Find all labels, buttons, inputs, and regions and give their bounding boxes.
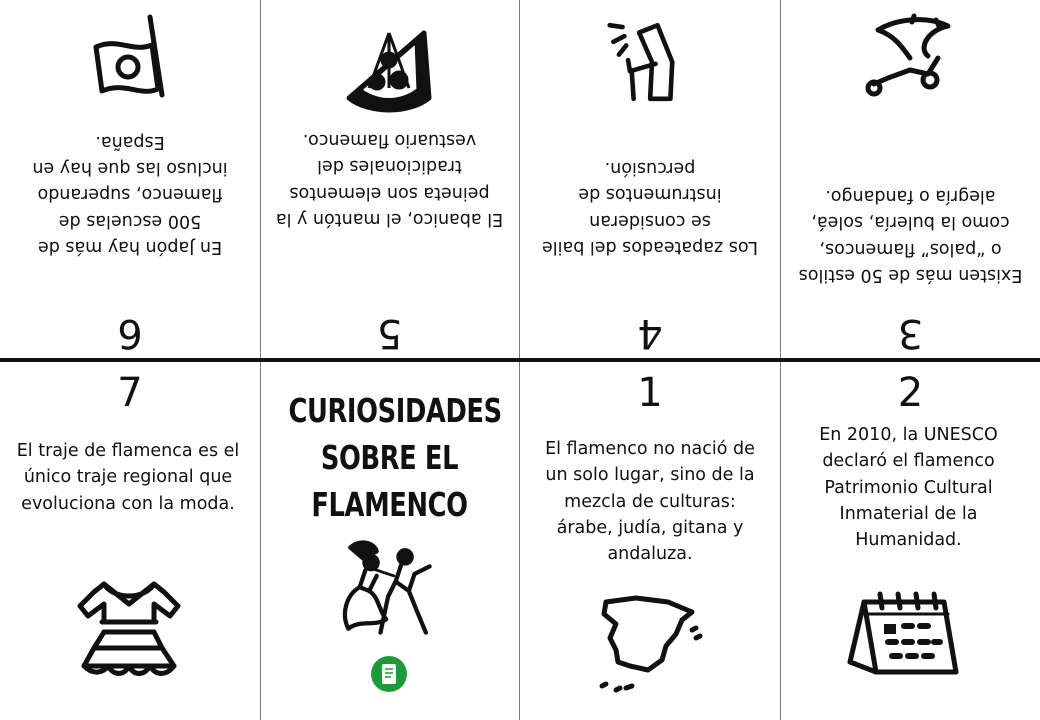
card-3 — [781, 0, 1040, 358]
japan-flag-icon — [90, 13, 180, 103]
card-7 — [0, 362, 260, 720]
calendar-icon — [843, 590, 965, 690]
title-line-3: FLAMENCO — [311, 485, 468, 524]
card-5 — [260, 0, 519, 358]
stomping-shoes-icon — [606, 16, 698, 108]
card-number: 1 — [637, 370, 663, 416]
card-2 — [781, 362, 1040, 720]
card-number: 2 — [897, 370, 924, 416]
card-text: En Japón hay más de 500 escuelas de flamenco, superando incluso las que hay en España. — [32, 132, 228, 257]
card-number: 5 — [376, 310, 403, 356]
cover-card — [260, 362, 519, 720]
card-number: 6 — [117, 310, 143, 356]
title-line-2: SOBRE EL — [320, 438, 459, 477]
card-1 — [520, 362, 780, 720]
flamenco-couple-icon — [334, 538, 444, 642]
flamenco-dress-icon — [74, 576, 184, 686]
card-number: 7 — [117, 370, 143, 416]
spain-map-icon — [596, 590, 706, 700]
card-number: 3 — [897, 310, 924, 356]
card-text: Existen más de 50 estilos o “palos” flamencos, como la bulería, soleá, alegría o fandango. — [798, 186, 1023, 285]
card-number: 4 — [637, 310, 663, 356]
card-text: El abanico, el mantón y la peineta son elementos tradicionales del vestuario flamenco. — [275, 130, 504, 229]
card-text: Los zapateados del baile se consideran instrumentos de percusión. — [541, 158, 759, 257]
publisher-logo-icon — [371, 656, 407, 692]
card-6 — [0, 0, 260, 358]
card-text: El traje de flamenca es el único traje regional que evoluciona con la moda. — [16, 441, 240, 514]
card-text: En 2010, la UNESCO declaró el flamenco Patrimonio Cultural Inmaterial de la Humanidad. — [819, 425, 998, 550]
dancer-icon — [858, 8, 958, 108]
card-4 — [520, 0, 780, 358]
card-text: El flamenco no nació de un solo lugar, sino de la mezcla de culturas: árabe, judía, gitana y andaluza. — [545, 439, 755, 564]
fan-icon — [339, 18, 439, 118]
title-line-1: CURIOSIDADES — [288, 391, 502, 430]
